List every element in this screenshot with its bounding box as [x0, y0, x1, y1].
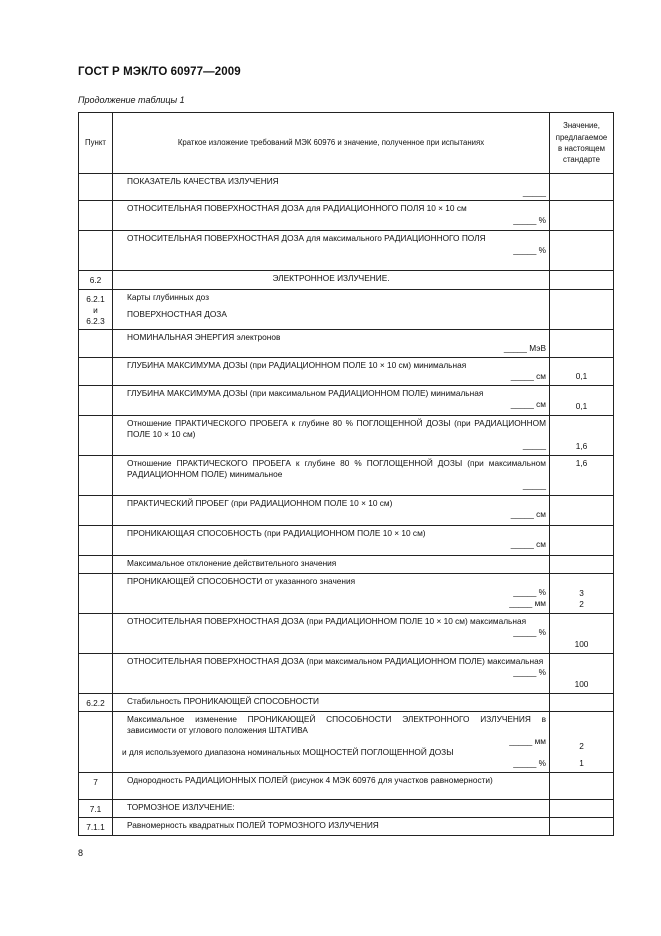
standard-value-line: 1	[579, 758, 584, 769]
table-row	[79, 693, 614, 711]
col-header-item: Пункт	[79, 113, 113, 174]
unit-blank: _____ см	[510, 398, 546, 409]
item-number-line: 6.2.1	[86, 293, 105, 304]
table-row	[79, 201, 614, 231]
item-number: 6.2.2	[79, 693, 113, 711]
item-number	[79, 231, 113, 271]
table-row	[79, 174, 614, 201]
requirement-line: Отношение ПРАКТИЧЕСКОГО ПРОБЕГА к глубине 80 % ПОГЛОЩЕННОЙ ДОЗЫ (при максимальном РАДИАЦИОННОМ ПОЛЕ) минимальное	[127, 457, 546, 479]
requirement-text	[113, 231, 550, 271]
standard-value	[550, 201, 614, 231]
item-number	[79, 653, 113, 693]
unit-blank: _____ %	[513, 586, 546, 597]
col-header-requirement: Краткое изложение требований МЭК 60976 и значение, полученное при испытаниях	[113, 113, 550, 174]
table-row	[79, 573, 614, 613]
unit-blank: _____	[522, 187, 546, 198]
item-number: 7.1	[79, 799, 113, 817]
table-row	[79, 358, 614, 385]
unit-blank: _____ мм	[509, 597, 546, 608]
requirement-line: Равномерность квадратных ПОЛЕЙ ТОРМОЗНОГО ИЗЛУЧЕНИЯ	[127, 819, 379, 830]
col-header-value-line: Значение,	[563, 121, 600, 131]
requirement-text	[113, 455, 550, 495]
document-code: ГОСТ Р МЭК/ТО 60977—2009	[78, 66, 241, 78]
standard-value	[550, 495, 614, 525]
section-heading: ЭЛЕКТРОННОЕ ИЗЛУЧЕНИЕ.	[272, 273, 390, 284]
requirement-line: ПРОНИКАЮЩЕЙ СПОСОБНОСТИ от указанного значения	[127, 575, 356, 586]
standard-value: 100	[550, 613, 614, 653]
requirements-table	[78, 112, 614, 836]
standard-value	[550, 799, 614, 817]
table-row	[79, 772, 614, 799]
requirement-text	[113, 201, 550, 231]
standard-value: 100	[550, 653, 614, 693]
requirement-text	[113, 799, 550, 817]
item-number: 7	[79, 772, 113, 799]
item-number	[79, 555, 113, 573]
requirement-line: ПРОНИКАЮЩАЯ СПОСОБНОСТЬ (при РАДИАЦИОННОМ ПОЛЕ 10 × 10 см)	[127, 527, 426, 538]
item-number-line: 6.2.3	[86, 315, 105, 326]
requirement-text	[113, 772, 550, 799]
table-row	[79, 415, 614, 455]
standard-value	[550, 231, 614, 271]
requirement-line: ГЛУБИНА МАКСИМУМА ДОЗЫ (при РАДИАЦИОННОМ ПОЛЕ 10 × 10 см) минимальная	[127, 360, 467, 371]
requirement-line: ГЛУБИНА МАКСИМУМА ДОЗЫ (при максимальном РАДИАЦИОННОМ ПОЛЕ) минимальная	[127, 387, 484, 398]
item-number	[79, 525, 113, 555]
item-number	[79, 174, 113, 201]
unit-blank: _____ см	[510, 538, 546, 549]
requirement-line: ПОКАЗАТЕЛЬ КАЧЕСТВА ИЗЛУЧЕНИЯ	[127, 176, 279, 186]
requirement-text	[113, 289, 550, 330]
requirement-text	[113, 711, 550, 772]
standard-value	[550, 555, 614, 573]
table-row	[79, 289, 614, 330]
item-number	[79, 613, 113, 653]
requirement-text	[113, 358, 550, 385]
unit-blank: _____ см	[510, 508, 546, 519]
table-caption: Продолжение таблицы 1	[78, 95, 185, 105]
table-row	[79, 385, 614, 415]
item-number	[79, 455, 113, 495]
item-number	[79, 415, 113, 455]
item-number-line: и	[93, 304, 98, 315]
table-row	[79, 799, 614, 817]
unit-blank: _____ %	[513, 214, 546, 225]
table-row	[79, 613, 614, 653]
table-row	[79, 817, 614, 835]
unit-blank: _____ мм	[509, 736, 546, 747]
requirement-text	[113, 415, 550, 455]
unit-blank: _____	[522, 439, 546, 450]
unit-blank: _____ %	[513, 666, 546, 677]
standard-value: 1,6	[550, 455, 614, 495]
item-number	[79, 358, 113, 385]
table-row	[79, 330, 614, 358]
requirement-line: и для используемого диапазона номинальных МОЩНОСТЕЙ ПОГЛОЩЕННОЙ ДОЗЫ	[122, 747, 454, 758]
item-number	[79, 573, 113, 613]
col-header-value	[550, 113, 614, 174]
table-row	[79, 653, 614, 693]
requirement-text	[113, 573, 550, 613]
table-header-row	[79, 113, 614, 174]
standard-value	[550, 711, 614, 772]
table-row	[79, 711, 614, 772]
requirement-text	[113, 495, 550, 525]
standard-value	[550, 772, 614, 799]
unit-blank: _____ см	[510, 371, 546, 382]
item-number	[79, 330, 113, 358]
requirement-text	[113, 525, 550, 555]
requirement-line: Однородность РАДИАЦИОННЫХ ПОЛЕЙ (рисунок 4 МЭК 60976 для участков равномерности)	[127, 774, 493, 785]
item-number: 7.1.1	[79, 817, 113, 835]
standard-value-line: 2	[579, 599, 584, 610]
table-row	[79, 455, 614, 495]
standard-value	[550, 573, 614, 613]
item-number: 6.2	[79, 271, 113, 289]
item-number	[79, 385, 113, 415]
requirement-line: ПОВЕРХНОСТНАЯ ДОЗА	[127, 308, 227, 319]
table-row	[79, 271, 614, 289]
item-number	[79, 495, 113, 525]
item-number	[79, 201, 113, 231]
unit-blank: _____	[522, 479, 546, 490]
item-number	[79, 289, 113, 330]
requirement-text	[113, 174, 550, 201]
table-row	[79, 231, 614, 271]
requirement-text	[113, 613, 550, 653]
requirement-line: Карты глубинных доз	[127, 291, 210, 302]
standard-value: 1,6	[550, 415, 614, 455]
standard-value	[550, 271, 614, 289]
standard-value-line: 2	[579, 741, 584, 752]
requirement-line: ТОРМОЗНОЕ ИЗЛУЧЕНИЕ:	[127, 801, 235, 812]
requirement-line: Отношение ПРАКТИЧЕСКОГО ПРОБЕГА к глубине 80 % ПОГЛОЩЕННОЙ ДОЗЫ (при РАДИАЦИОННОМ ПОЛЕ 10 × 10 см)	[127, 417, 546, 439]
unit-blank: _____ %	[513, 626, 546, 637]
standard-value	[550, 817, 614, 835]
requirement-line: Стабильность ПРОНИКАЮЩЕЙ СПОСОБНОСТИ	[127, 695, 319, 706]
requirement-line: ОТНОСИТЕЛЬНАЯ ПОВЕРХНОСТНАЯ ДОЗА для максимального РАДИАЦИОННОГО ПОЛЯ	[127, 233, 486, 244]
requirement-line: ОТНОСИТЕЛЬНАЯ ПОВЕРХНОСТНАЯ ДОЗА (при РАДИАЦИОННОМ ПОЛЕ 10 × 10 см) максимальная	[127, 615, 527, 626]
requirement-line: ОТНОСИТЕЛЬНАЯ ПОВЕРХНОСТНАЯ ДОЗА (при максимальном РАДИАЦИОННОМ ПОЛЕ) максимальная	[127, 655, 544, 666]
requirement-line: ОТНОСИТЕЛЬНАЯ ПОВЕРХНОСТНАЯ ДОЗА для РАДИАЦИОННОГО ПОЛЯ 10 × 10 см	[127, 203, 467, 214]
requirement-text	[113, 555, 550, 573]
requirement-line: НОМИНАЛЬНАЯ ЭНЕРГИЯ электронов	[127, 332, 281, 343]
requirement-text	[113, 693, 550, 711]
unit-blank: _____ %	[513, 758, 546, 769]
page-number: 8	[78, 848, 84, 858]
standard-value	[550, 693, 614, 711]
col-header-value-line: в настоящем	[558, 144, 605, 153]
item-number	[79, 711, 113, 772]
standard-value	[550, 525, 614, 555]
standard-value	[550, 174, 614, 201]
standard-value: 0,1	[550, 385, 614, 415]
requirement-text	[113, 330, 550, 358]
standard-value-line: 3	[579, 588, 584, 599]
col-header-value-line: предлагаемое	[555, 132, 608, 142]
standard-value	[550, 330, 614, 358]
unit-blank: _____ %	[513, 244, 546, 255]
requirement-text	[113, 271, 550, 289]
unit-blank: _____ МэВ	[503, 343, 546, 354]
standard-value	[550, 289, 614, 330]
requirement-text	[113, 653, 550, 693]
requirement-line: Максимальное отклонение действительного значения	[127, 557, 337, 568]
col-header-value-line: стандарте	[563, 155, 600, 165]
requirement-text	[113, 385, 550, 415]
standard-value: 0,1	[550, 358, 614, 385]
requirement-line: ПРАКТИЧЕСКИЙ ПРОБЕГ (при РАДИАЦИОННОМ ПОЛЕ 10 × 10 см)	[127, 497, 393, 508]
table-row	[79, 525, 614, 555]
table-row	[79, 495, 614, 525]
requirement-text	[113, 817, 550, 835]
requirement-line: Максимальное изменение ПРОНИКАЮЩЕЙ СПОСОБНОСТИ ЭЛЕКТРОННОГО ИЗЛУЧЕНИЯ в зависимости от углового положения ШТАТИВА	[127, 713, 546, 735]
table-row	[79, 555, 614, 573]
